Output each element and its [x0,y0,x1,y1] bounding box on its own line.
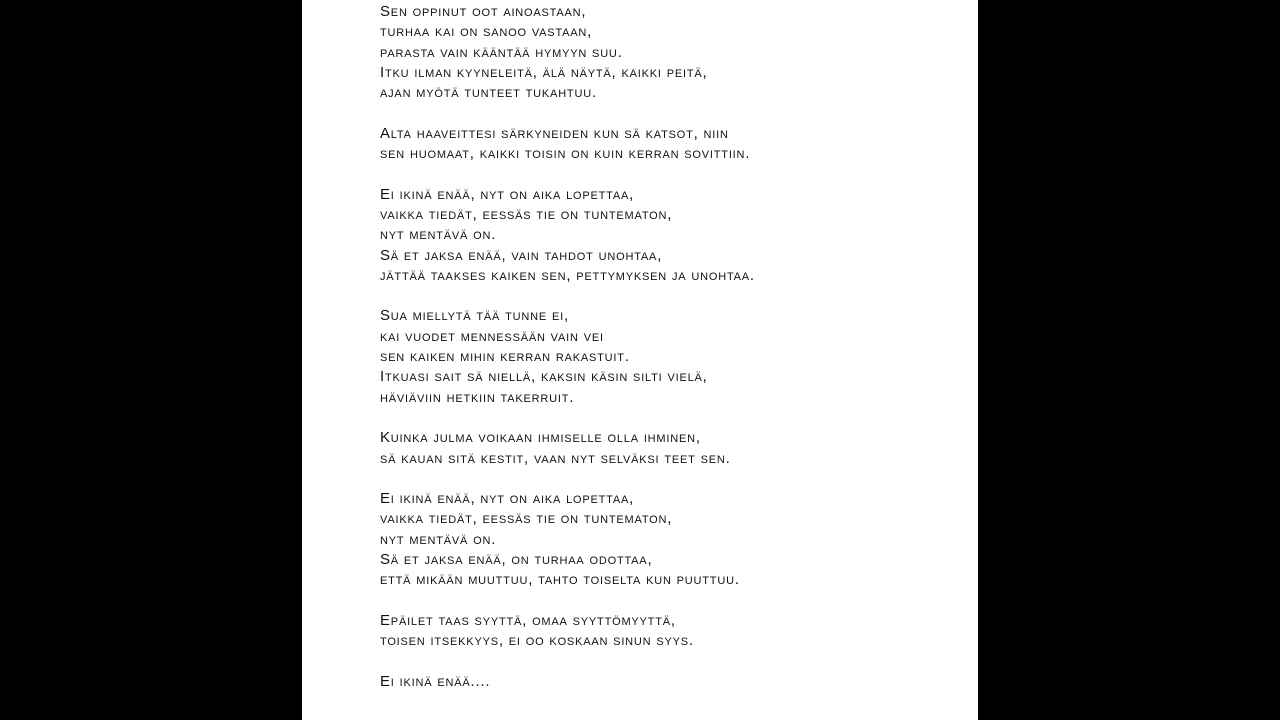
lyric-line: ajan myötä tunteet tukahtuu. [380,84,597,102]
lyrics-page [302,0,978,720]
lyric-line: Itkuasi sait sä niellä, kaksin käsin silti vielä, [380,368,708,386]
stanza [380,185,970,286]
lyric-line: sä kauan sitä kestit, vaan nyt selväksi teet sen. [380,449,731,467]
stanza [380,672,970,692]
lyric-line: sen huomaat, kaikki toisin on kuin kerran sovittiin. [380,145,751,163]
lyric-line: Sä et jaksa enää, on turhaa odottaa, [380,551,653,569]
lyric-line: turhaa kai on sanoo vastaan, [380,23,593,41]
lyric-line: Sä et jaksa enää, vain tahdot unohtaa, [380,246,663,264]
lyric-line: että mikään muuttuu, tahto toiselta kun puuttuu. [380,571,740,589]
lyric-line: Ei ikinä enää, nyt on aika lopettaa, [380,490,635,508]
lyric-line: Sen oppinut oot ainoastaan, [380,3,587,20]
lyric-line: toisen itsekkyys, ei oo koskaan sinun syys. [380,632,694,650]
stanza [380,124,970,165]
lyric-line: Sua miellytä tää tunne ei, [380,307,569,325]
lyric-line: nyt mentävä on. [380,530,497,548]
stanza [380,489,970,590]
lyric-line: Ei ikinä enää.... [380,672,491,690]
stanza [380,428,970,469]
lyric-line: sen kaiken mihin kerran rakastuit. [380,348,630,366]
stanza [380,2,970,103]
lyric-line: jättää taakses kaiken sen, pettymyksen ja unohtaa. [380,266,755,284]
lyric-line: Ei ikinä enää, nyt on aika lopettaa, [380,185,635,203]
lyric-line: Kuinka julma voikaan ihmiselle olla ihminen, [380,429,701,447]
stanza [380,611,970,652]
lyric-line: häviäviin hetkiin takerruit. [380,388,575,406]
lyric-line: Alta haaveittesi särkyneiden kun sä katsot, niin [380,124,729,142]
lyric-line: Epäilet taas syyttä, omaa syyttömyyttä, [380,611,676,629]
lyric-line: kai vuodet mennessään vain vei [380,327,604,345]
lyric-line: vaikka tiedät, eessäs tie on tuntematon, [380,205,673,223]
lyric-line: nyt mentävä on. [380,226,497,244]
lyric-line: vaikka tiedät, eessäs tie on tuntematon, [380,510,673,528]
stanza [380,306,970,407]
lyric-line: Itku ilman kyyneleitä, älä näytä, kaikki peitä, [380,63,708,81]
lyrics-text [380,2,970,712]
lyric-line: parasta vain kääntää hymyyn suu. [380,43,623,61]
